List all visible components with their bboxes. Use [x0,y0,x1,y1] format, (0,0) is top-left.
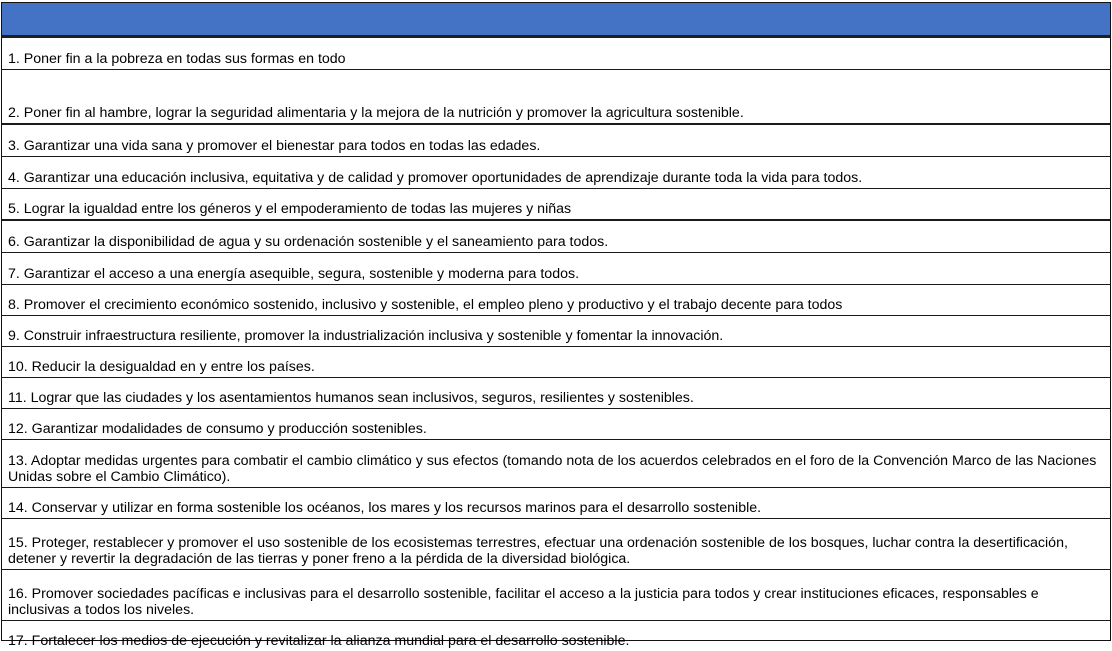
table-row [2,409,1110,440]
table-row [2,316,1110,347]
table-row [2,189,1110,221]
goal-text: 2. Poner fin al hambre, lograr la seguridad alimentaria y la mejora de la nutrición y promover la agricultura sostenible. [8,105,744,121]
goal-text: 12. Garantizar modalidades de consumo y producción sostenibles. [8,421,427,437]
table-header [2,3,1110,38]
table-row [2,519,1110,570]
goal-text: 9. Construir infraestructura resiliente, promover la industrialización inclusiva y sostenible y fomentar la innovación. [8,328,724,344]
table-row [2,253,1110,285]
table-row [2,570,1110,621]
table-row [2,157,1110,189]
table-row [2,378,1110,409]
table-row [2,221,1110,253]
goal-text: 13. Adoptar medidas urgentes para combatir el cambio climático y sus efectos (tomando nota de los acuerdos celebrados en el foro de la Convención Marco de las Naciones Unidas sobre el Cambio Climático). [8,453,1097,485]
goal-text: 17. Fortalecer los medios de ejecución y revitalizar la alianza mundial para el desarrollo sostenible. [8,633,630,649]
table-row [2,38,1110,70]
table-row [2,440,1110,488]
goal-text: 11. Lograr que las ciudades y los asentamientos humanos sean inclusivos, seguros, resilientes y sostenibles. [8,390,694,406]
table-row [2,488,1110,519]
goal-text: 4. Garantizar una educación inclusiva, equitativa y de calidad y promover oportunidades de aprendizaje durante toda la vida para todos. [8,170,863,186]
table-row [2,621,1110,651]
goal-text: 3. Garantizar una vida sana y promover el bienestar para todos en todas las edades. [8,138,541,154]
table-row [2,285,1110,316]
table-row [2,347,1110,378]
table-row [2,70,1110,125]
goal-text: 1. Poner fin a la pobreza en todas sus formas en todo [8,51,346,67]
table-row [2,125,1110,157]
goal-text: 5. Lograr la igualdad entre los géneros y el empoderamiento de todas las mujeres y niñas [8,201,572,217]
goal-text: 6. Garantizar la disponibilidad de agua y su ordenación sostenible y el saneamiento para todos. [8,234,609,250]
goal-text: 7. Garantizar el acceso a una energía asequible, segura, sostenible y moderna para todos. [8,266,580,282]
goal-text: 15. Proteger, restablecer y promover el uso sostenible de los ecosistemas terrestres, efectuar una ordenación sostenible de los bosques, luchar contra la desertificación, detener y revertir la degradación de las tierras y poner freno a la pérdida de la diversidad biológica. [8,535,1068,567]
goal-text: 10. Reducir la desigualdad en y entre los países. [8,359,315,375]
goal-text: 16. Promover sociedades pacíficas e inclusivas para el desarrollo sostenible, facilitar el acceso a la justicia para todos y crear instituciones eficaces, responsables e inclusivas a todos los niveles. [8,586,1039,618]
goal-text: 8. Promover el crecimiento económico sostenido, inclusivo y sostenible, el empleo pleno y productivo y el trabajo decente para todos [8,297,843,313]
goal-text: 14. Conservar y utilizar en forma sostenible los océanos, los mares y los recursos marinos para el desarrollo sostenible. [8,500,762,516]
goals-table [1,2,1111,649]
